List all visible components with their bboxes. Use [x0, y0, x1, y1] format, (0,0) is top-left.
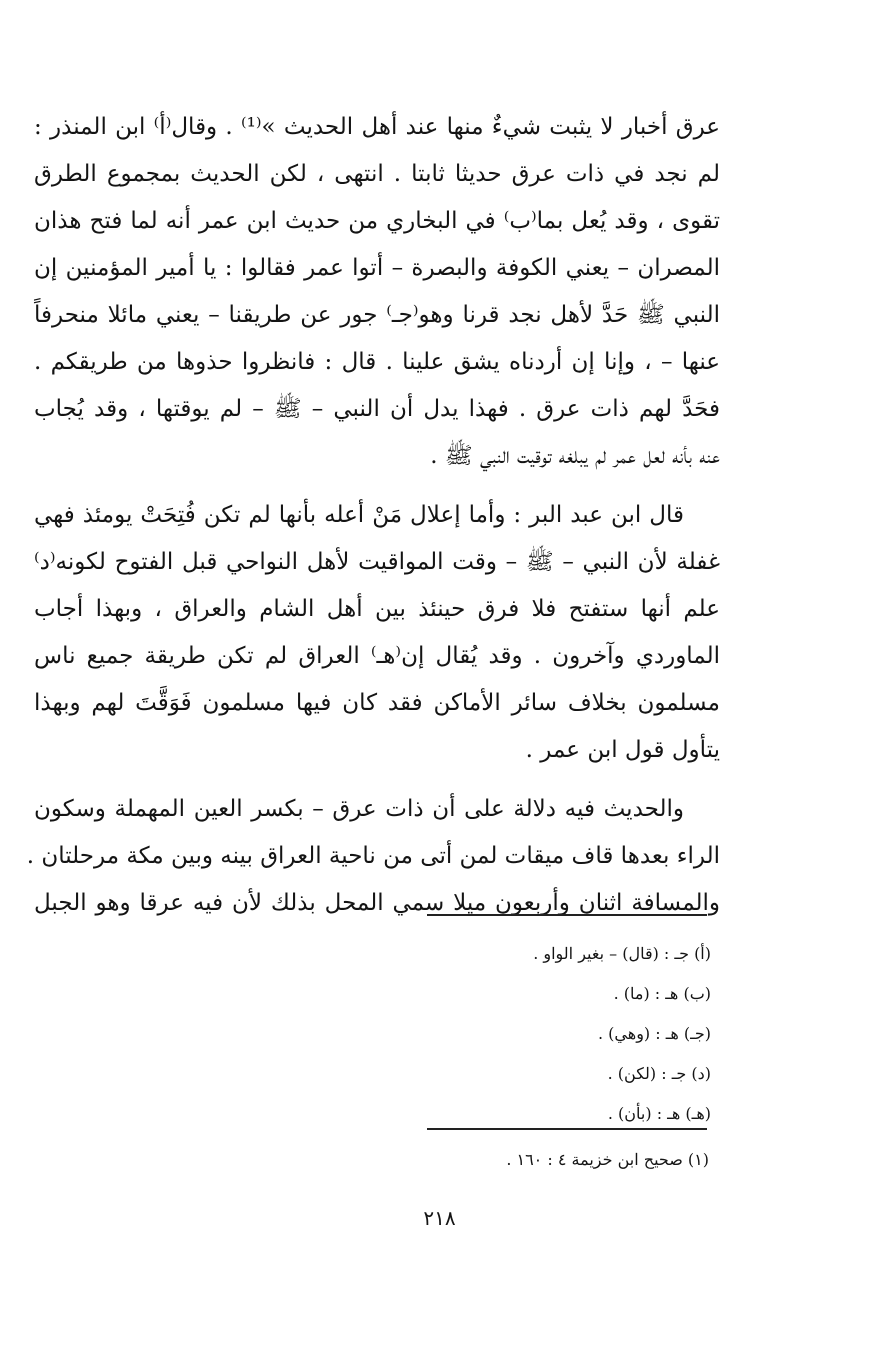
variant-note: (أ) جـ : (قال) – بغير الواو . — [533, 944, 711, 963]
footnote-divider-bottom — [427, 1128, 707, 1130]
variant-notes — [291, 934, 711, 1134]
text-line: المصران – يعني الكوفة والبصرة – أتوا عمر فقالوا : يا أمير المؤمنين إن — [34, 255, 720, 281]
variant-note: (ب) هـ : (ما) . — [613, 984, 711, 1003]
text-line: غفلة لأن النبي – ﷺ – وقت المواقيت لأهل النواحي قبل الفتوح لكونه⁽د⁾ — [34, 549, 720, 575]
paragraph-2 — [34, 492, 720, 774]
footnote-divider-top — [427, 914, 707, 916]
variant-note: (هـ) هـ : (بأن) . — [607, 1104, 711, 1123]
main-text — [26, 104, 720, 927]
text-line: يتأول قول ابن عمر . — [525, 737, 720, 763]
variant-note: (جـ) هـ : (وهي) . — [598, 1024, 711, 1043]
text-line: فحَدَّ لهم ذات عرق . فهذا يدل أن النبي – ﷺ – لم يوقتها ، وقد يُجاب — [34, 396, 720, 422]
text-line: الماوردي وآخرون . وقد يُقال إن⁽هـ⁾ العراق لم تكن طريقة جميع ناس — [34, 643, 720, 669]
footnote: (١) صحيح ابن خزيمة ٤ : ١٦٠ . — [506, 1150, 709, 1169]
text-line: والمسافة اثنان وأربعون ميلا سمي المحل بذلك لأن فيه عرقا وهو الجبل — [34, 890, 720, 916]
paragraph-3 — [26, 786, 720, 927]
text-line: عنها – ، وإنا إن أردناه يشق علينا . قال : فانظروا حذوها من طريقكم . — [34, 349, 720, 375]
text-line: علم أنها ستفتح فلا فرق حينئذ بين أهل الشام والعراق ، وبهذا أجاب — [34, 596, 720, 622]
text-line: تقوى ، وقد يُعل بما⁽ب⁾ في البخاري من حديث ابن عمر أنه لما فتح هذان — [34, 208, 720, 234]
variant-note: (د) جـ : (لكن) . — [607, 1064, 711, 1083]
text-line: الراء بعدها قاف ميقات لمن أتى من ناحية العراق بينه وبين مكة مرحلتان . — [26, 843, 720, 869]
page-number: ٢١٨ — [423, 1206, 456, 1230]
text-line: النبي ﷺ حَدَّ لأهل نجد قرنا وهو⁽جـ⁾ جور عن طريقنا – يعني مائلا منحرفاً — [34, 302, 720, 328]
text-line: مسلمون بخلاف سائر الأماكن فقد كان فيها مسلمون فَوَقَّتَ لهم وبهذا — [34, 690, 720, 716]
text-line: عرق أخبار لا يثبت شيءٌ منها عند أهل الحديث »⁽¹⁾ . وقال⁽أ⁾ ابن المنذر : — [34, 114, 720, 140]
text-line: والحديث فيه دلالة على أن ذات عرق – بكسر العين المهملة وسكون — [34, 796, 684, 822]
text-line: قال ابن عبد البر : وأما إعلال مَنْ أعله بأنها لم تكن فُتِحَتْ يومئذ فهي — [34, 502, 684, 528]
footnotes — [289, 1142, 709, 1178]
paragraph-1 — [34, 104, 720, 480]
text-line: عنه بأنه لعل عمر لم يبلغه توقيت النبي ﷺ . — [430, 443, 720, 469]
text-line: لم نجد في ذات عرق حديثا ثابتا . انتهى ، لكن الحديث بمجموع الطرق — [34, 161, 720, 187]
